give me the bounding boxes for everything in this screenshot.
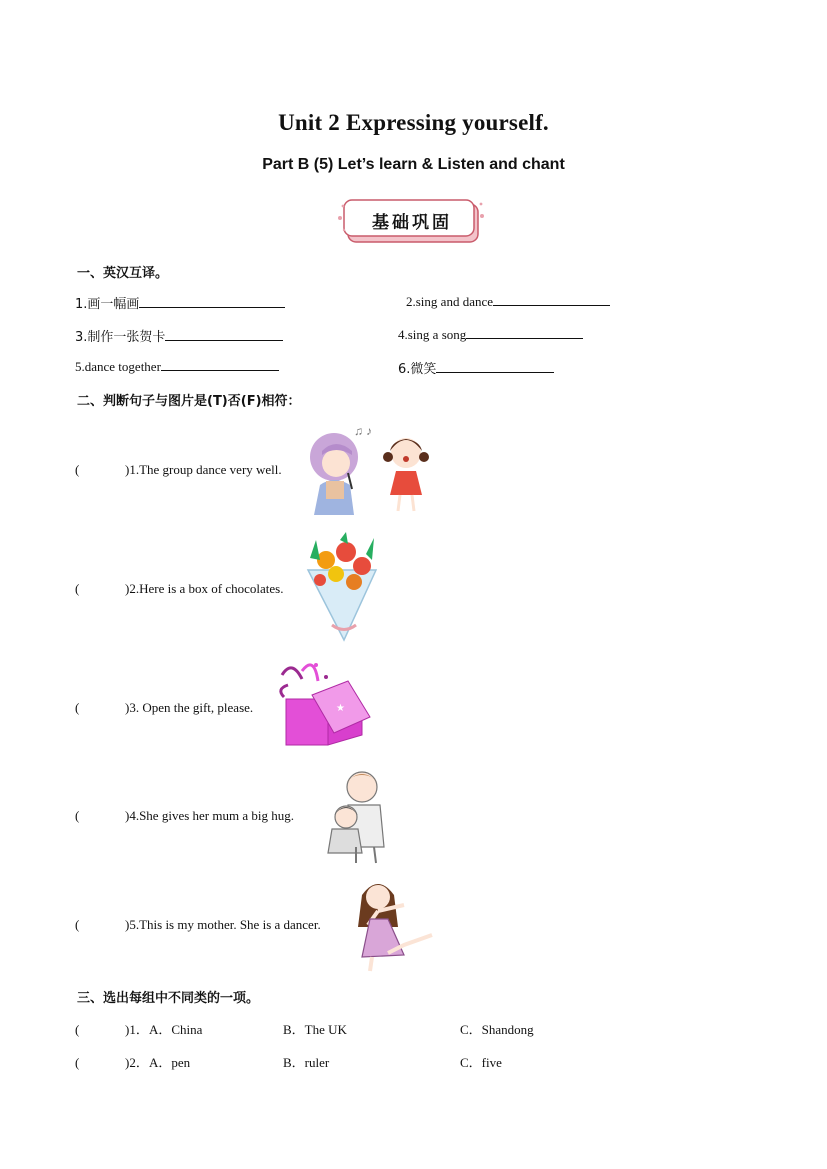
option-c: C．Shandong — [460, 1022, 534, 1037]
section1-heading: 一、英汉互译。 — [77, 266, 169, 281]
option-c: C．five — [460, 1055, 502, 1070]
answer-paren[interactable]: ( — [75, 808, 80, 823]
odd-one-out-question-2: ( )2． — [75, 1055, 149, 1070]
dancer-icon — [348, 875, 438, 973]
odd-one-out-question-1: ( )1． — [75, 1022, 149, 1037]
answer-paren[interactable]: ( — [75, 700, 80, 715]
translate-item-1: 1.画一幅画 — [75, 293, 285, 312]
option-b: B．The UK — [283, 1022, 347, 1037]
answer-blank[interactable] — [466, 326, 583, 339]
translate-item-2: 2.sing and dance — [406, 293, 610, 310]
answer-blank[interactable] — [165, 328, 283, 341]
answer-blank[interactable] — [161, 358, 279, 371]
page-title: Unit 2 Expressing yourself. — [278, 110, 549, 135]
option-b: B．ruler — [283, 1055, 330, 1070]
answer-paren[interactable]: ( — [75, 1055, 80, 1070]
section2-heading: 二、判断句子与图片是(T)否(F)相符： — [77, 394, 301, 409]
answer-paren[interactable]: ( — [75, 462, 80, 477]
svg-text:★: ★ — [336, 703, 345, 714]
judge-question-4: ( )4.She gives her mum a big hug. — [75, 808, 294, 823]
option-a: A．pen — [149, 1055, 191, 1070]
gift-box-icon — [272, 655, 372, 750]
translate-item-5: 5.dance together — [75, 358, 279, 375]
judge-question-1: ( )1.The group dance very well. — [75, 462, 282, 477]
svg-text:♫ ♪: ♫ ♪ — [354, 424, 372, 438]
answer-paren[interactable]: ( — [75, 581, 80, 596]
badge-label: 基础巩固 — [372, 213, 452, 233]
answer-paren[interactable]: ( — [75, 1022, 80, 1037]
answer-blank[interactable] — [493, 293, 610, 306]
section3-heading: 三、选出每组中不同类的一项。 — [77, 991, 260, 1006]
flower-bouquet-icon — [302, 530, 382, 645]
answer-paren[interactable]: ( — [75, 917, 80, 932]
translate-item-4: 4.sing a song — [398, 326, 583, 343]
translate-item-6: 6.微笑 — [398, 358, 554, 377]
answer-blank[interactable] — [436, 360, 554, 373]
judge-question-2: ( )2.Here is a box of chocolates. — [75, 581, 284, 596]
hug-icon — [318, 765, 398, 865]
option-a: A．China — [149, 1022, 203, 1037]
judge-question-3: ( )3. Open the gift, please. — [75, 700, 254, 715]
translate-item-3: 3.制作一张贺卡 — [75, 326, 283, 345]
judge-question-5: ( )5.This is my mother. She is a dancer. — [75, 917, 321, 932]
singing-girls-icon — [302, 415, 442, 520]
page-subtitle: Part B (5) Let’s learn & Listen and chant — [262, 156, 565, 173]
answer-blank[interactable] — [139, 295, 285, 308]
